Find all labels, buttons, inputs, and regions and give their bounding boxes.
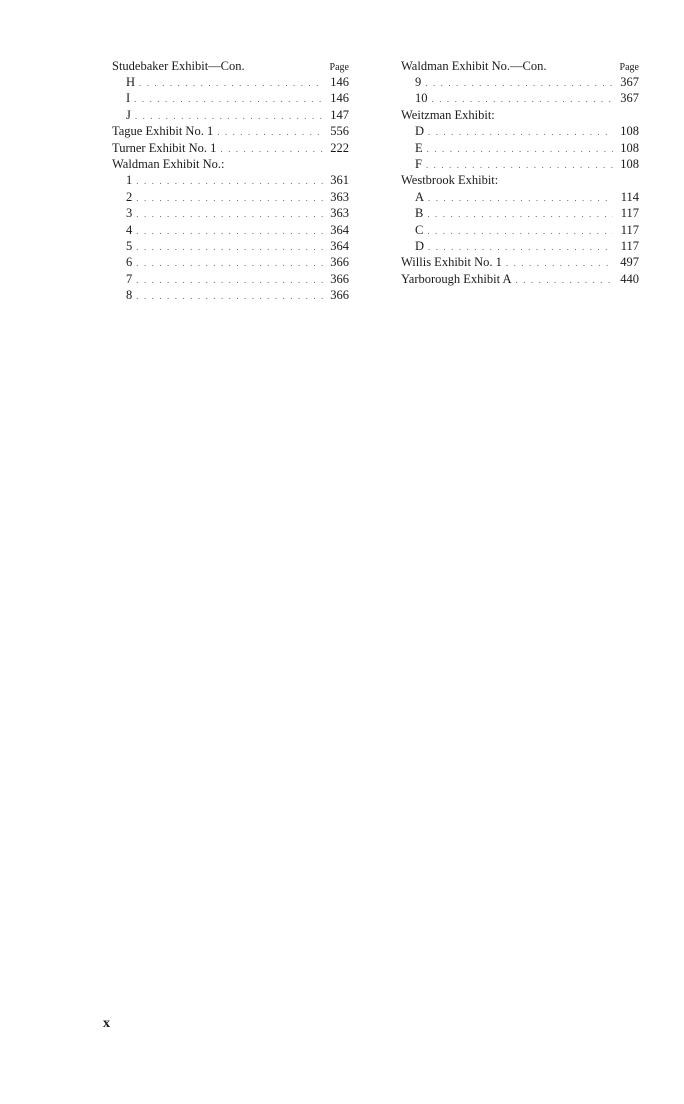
- entry-label: D: [415, 238, 425, 253]
- entry-label: Yarborough Exhibit A: [401, 271, 512, 286]
- index-entry: [112, 287, 349, 303]
- dot-leader: [136, 206, 323, 222]
- page-column-label: Page: [619, 62, 639, 73]
- entry-page-number: 108: [620, 124, 639, 139]
- index-column-left: [112, 58, 349, 303]
- entry-page-number: 367: [620, 75, 639, 89]
- entry-page-number: 366: [330, 288, 349, 303]
- entry-label: Willis Exhibit No. 1: [401, 255, 502, 270]
- index-entry: [112, 271, 349, 287]
- entry-label: Turner Exhibit No. 1: [112, 140, 217, 155]
- dot-leader: [220, 141, 323, 157]
- entry-label: 1: [126, 173, 133, 188]
- entry-label: 8: [126, 288, 133, 303]
- dot-leader: [136, 288, 323, 304]
- entry-page-number: 366: [330, 271, 349, 286]
- column-header-title: Waldman Exhibit No.—Con.: [401, 59, 547, 73]
- entry-label: J: [126, 107, 131, 122]
- dot-leader: [135, 108, 323, 124]
- entry-label: I: [126, 91, 131, 106]
- index-subheading: [112, 156, 349, 172]
- dot-leader: [425, 75, 613, 91]
- index-entry: [112, 74, 349, 90]
- dot-leader: [136, 272, 323, 288]
- entry-label: C: [415, 222, 424, 237]
- dot-leader: [426, 157, 613, 173]
- entry-label: Westbrook Exhibit:: [401, 173, 499, 188]
- index-column-right: [401, 58, 639, 287]
- dot-leader: [428, 124, 613, 140]
- index-entry: [401, 140, 639, 156]
- index-entry: [112, 222, 349, 238]
- entry-label: Waldman Exhibit No.:: [112, 156, 225, 171]
- dot-leader: [427, 223, 613, 239]
- entry-page-number: 361: [330, 173, 349, 188]
- index-entry: [401, 74, 639, 90]
- entry-label: A: [415, 189, 425, 204]
- dot-leader: [134, 91, 323, 107]
- entry-page-number: 556: [330, 124, 349, 139]
- entry-page-number: 108: [620, 156, 639, 171]
- entry-label: Tague Exhibit No. 1: [112, 124, 214, 139]
- dot-leader: [427, 206, 613, 222]
- entry-label: 7: [126, 271, 133, 286]
- entry-page-number: 147: [330, 107, 349, 122]
- dot-leader: [136, 239, 323, 255]
- index-entry: [401, 271, 639, 287]
- dot-leader: [136, 190, 323, 206]
- index-entry: [401, 156, 639, 172]
- index-entry: [401, 90, 639, 106]
- entry-label: H: [126, 75, 136, 89]
- entry-page-number: 108: [620, 140, 639, 155]
- index-entry: [112, 140, 349, 156]
- index-entry: [112, 90, 349, 106]
- dot-leader: [506, 255, 613, 271]
- entry-page-number: 364: [330, 238, 349, 253]
- entry-page-number: 114: [620, 189, 639, 204]
- entry-page-number: 367: [620, 91, 639, 106]
- column-header-title: Studebaker Exhibit—Con.: [112, 59, 245, 73]
- dot-leader: [427, 141, 613, 157]
- column-header: [401, 58, 639, 74]
- index-entry: [401, 238, 639, 254]
- entry-page-number: 117: [620, 222, 639, 237]
- index-entries: [112, 74, 349, 303]
- entry-label: 4: [126, 222, 133, 237]
- entry-label: Weitzman Exhibit:: [401, 107, 495, 122]
- index-entry: [112, 205, 349, 221]
- dot-leader: [428, 239, 613, 255]
- entry-page-number: 146: [330, 91, 349, 106]
- entry-page-number: 497: [620, 255, 639, 270]
- index-entry: [112, 123, 349, 139]
- dot-leader: [516, 272, 613, 288]
- entry-page-number: 117: [620, 238, 639, 253]
- entry-page-number: 366: [330, 255, 349, 270]
- index-entry: [401, 123, 639, 139]
- column-header: [112, 58, 349, 74]
- entry-label: 3: [126, 206, 133, 221]
- dot-leader: [428, 190, 613, 206]
- entry-label: 6: [126, 255, 133, 270]
- entry-label: 10: [415, 91, 428, 106]
- entry-page-number: 440: [620, 271, 639, 286]
- page-column-label: Page: [329, 62, 349, 73]
- index-entry: [401, 189, 639, 205]
- page-number: x: [103, 1016, 111, 1031]
- index-entry: [401, 254, 639, 270]
- index-entry: [112, 172, 349, 188]
- entry-page-number: 146: [330, 75, 349, 89]
- index-entry: [112, 107, 349, 123]
- dot-leader: [136, 173, 323, 189]
- entry-label: 2: [126, 189, 133, 204]
- entry-page-number: 222: [330, 140, 349, 155]
- entry-label: B: [415, 206, 424, 221]
- index-entry: [112, 238, 349, 254]
- index-entry: [112, 254, 349, 270]
- index-subheading: [401, 172, 639, 188]
- index-entry: [112, 189, 349, 205]
- dot-leader: [139, 75, 323, 91]
- dot-leader: [217, 124, 323, 140]
- entry-page-number: 364: [330, 222, 349, 237]
- entry-label: 5: [126, 238, 133, 253]
- index-entry: [401, 205, 639, 221]
- dot-leader: [136, 223, 323, 239]
- entry-page-number: 117: [620, 206, 639, 221]
- dot-leader: [432, 91, 614, 107]
- index-entries: [401, 74, 639, 287]
- index-subheading: [401, 107, 639, 123]
- entry-label: 9: [415, 75, 422, 89]
- entry-label: E: [415, 140, 423, 155]
- entry-label: D: [415, 124, 425, 139]
- dot-leader: [136, 255, 323, 271]
- entry-page-number: 363: [330, 189, 349, 204]
- index-entry: [401, 222, 639, 238]
- entry-page-number: 363: [330, 206, 349, 221]
- entry-label: F: [415, 156, 422, 171]
